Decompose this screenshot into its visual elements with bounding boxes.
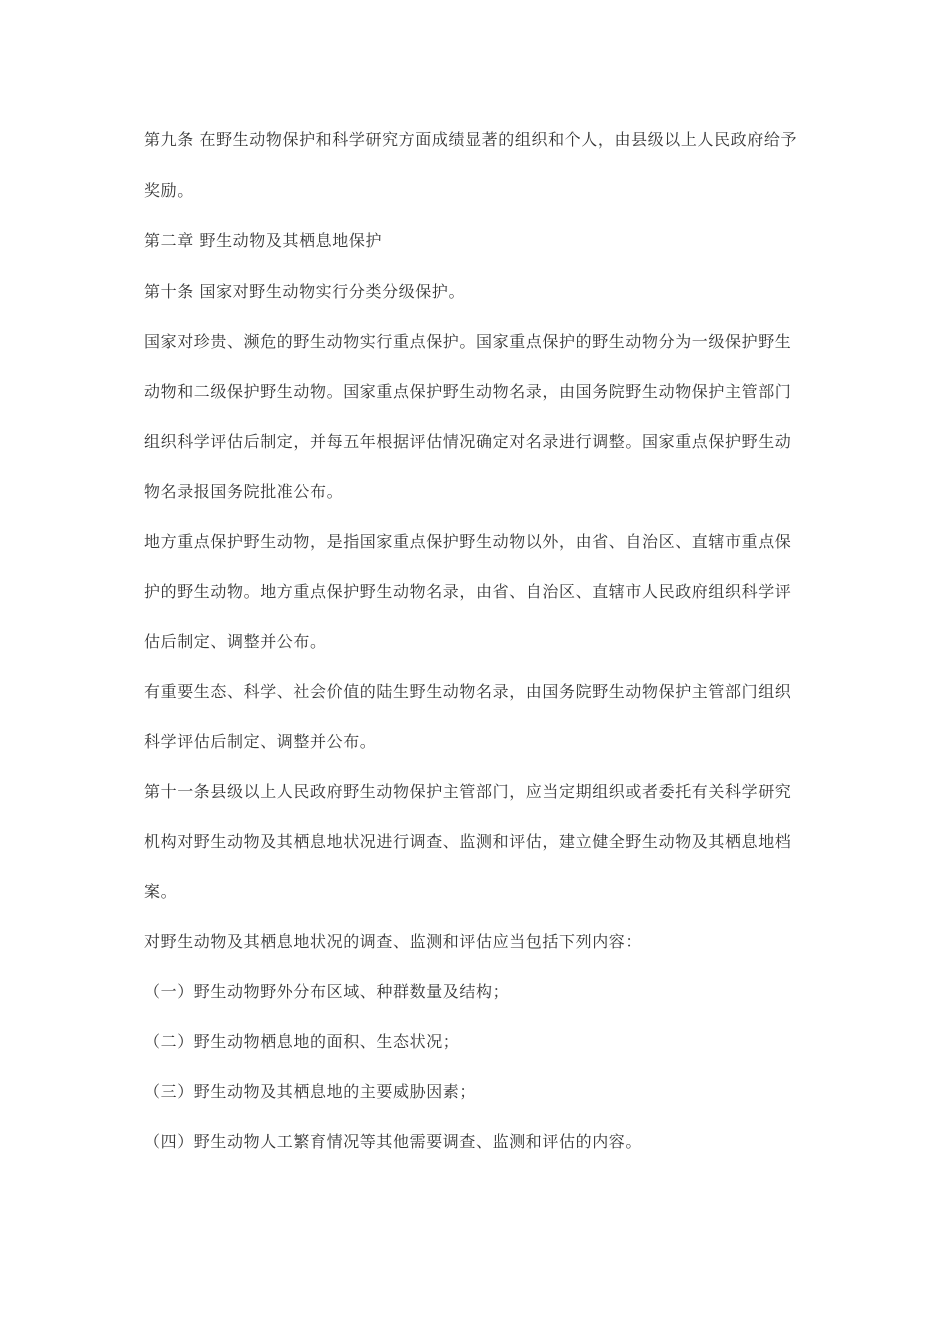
- list-item-1: （一）野生动物野外分布区域、种群数量及结构；: [144, 982, 510, 1001]
- article-9-line-2: 奖励。: [144, 181, 194, 200]
- list-item-4: （四）野生动物人工繁育情况等其他需要调查、监测和评估的内容。: [144, 1132, 643, 1151]
- paragraph-1-line-3: 组织科学评估后制定，并每五年根据评估情况确定对名录进行调整。国家重点保护野生动: [144, 432, 792, 451]
- paragraph-2-line-2: 护的野生动物。地方重点保护野生动物名录，由省、自治区、直辖市人民政府组织科学评: [144, 582, 792, 601]
- list-item-3: （三）野生动物及其栖息地的主要威胁因素；: [144, 1082, 477, 1101]
- paragraph-3-line-1: 有重要生态、科学、社会价值的陆生野生动物名录，由国务院野生动物保护主管部门组织: [144, 682, 792, 701]
- paragraph-2-line-3: 估后制定、调整并公布。: [144, 632, 327, 651]
- survey-content-intro: 对野生动物及其栖息地状况的调查、监测和评估应当包括下列内容：: [144, 932, 643, 951]
- paragraph-3-line-2: 科学评估后制定、调整并公布。: [144, 732, 377, 751]
- paragraph-1-line-2: 动物和二级保护野生动物。国家重点保护野生动物名录，由国务院野生动物保护主管部门: [144, 382, 792, 401]
- paragraph-2-line-1: 地方重点保护野生动物，是指国家重点保护野生动物以外，由省、自治区、直辖市重点保: [144, 532, 792, 551]
- paragraph-1-line-1: 国家对珍贵、濒危的野生动物实行重点保护。国家重点保护的野生动物分为一级保护野生: [144, 332, 792, 351]
- article-11-line-2: 机构对野生动物及其栖息地状况进行调查、监测和评估，建立健全野生动物及其栖息地档: [144, 832, 792, 851]
- list-item-2: （二）野生动物栖息地的面积、生态状况；: [144, 1032, 460, 1051]
- article-11-line-1: 第十一条县级以上人民政府野生动物保护主管部门，应当定期组织或者委托有关科学研究: [144, 782, 792, 801]
- article-9-line-1: 第九条 在野生动物保护和科学研究方面成绩显著的组织和个人，由县级以上人民政府给予: [144, 130, 798, 149]
- article-10-heading: 第十条 国家对野生动物实行分类分级保护。: [144, 282, 466, 301]
- chapter-2-heading: 第二章 野生动物及其栖息地保护: [144, 231, 383, 250]
- paragraph-1-line-4: 物名录报国务院批准公布。: [144, 482, 344, 501]
- article-11-line-3: 案。: [144, 882, 178, 901]
